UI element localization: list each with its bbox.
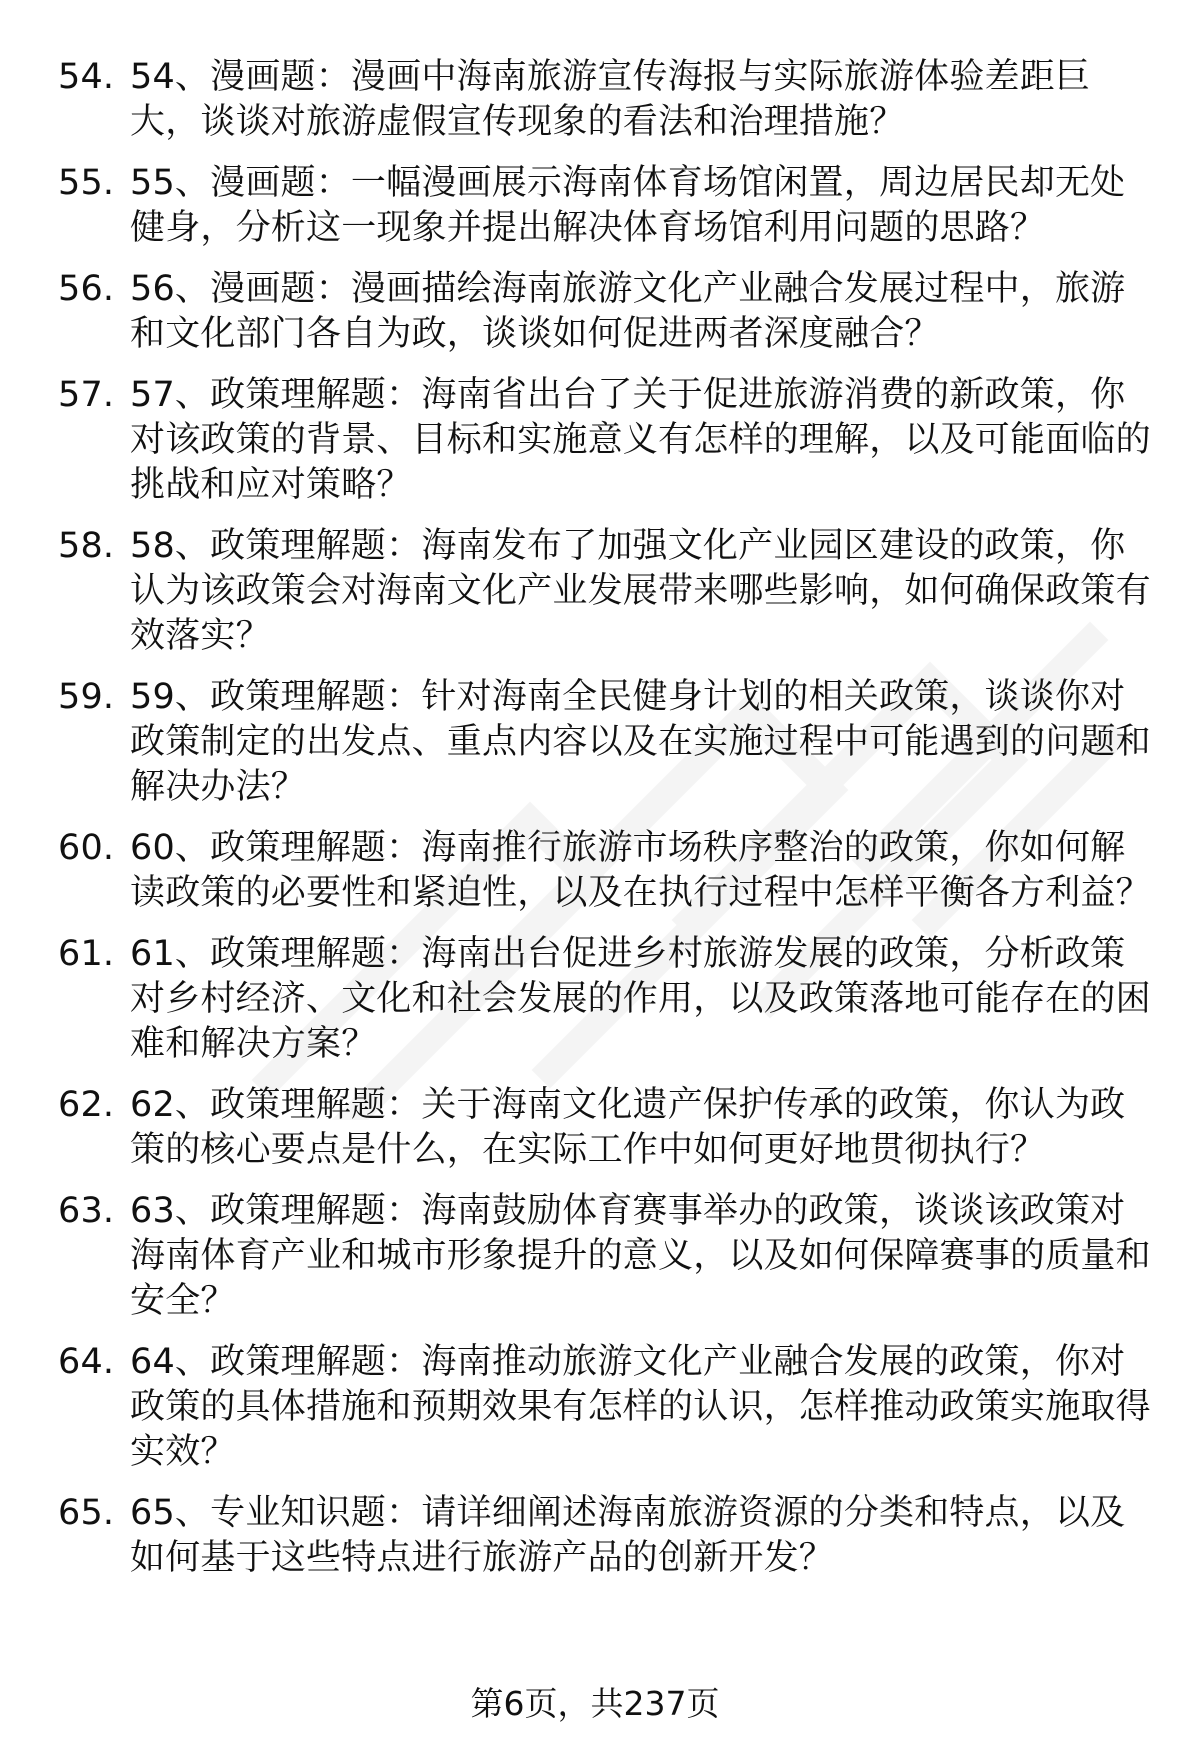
- question-text: 59、政策理解题：针对海南全民健身计划的相关政策，谈谈你对政策制定的出发点、重点内容以及在实施过程中可能遇到的问题和解决办法？: [130, 677, 1151, 807]
- question-item: [58, 675, 1158, 810]
- question-number: 63.: [58, 1191, 115, 1231]
- question-number: 58.: [58, 526, 115, 566]
- question-number: 64.: [58, 1342, 115, 1382]
- question-item: [58, 524, 1158, 659]
- question-number: 57.: [58, 375, 115, 415]
- question-number: 61.: [58, 934, 115, 974]
- question-text: 60、政策理解题：海南推行旅游市场秩序整治的政策，你如何解读政策的必要性和紧迫性，以及在执行过程中怎样平衡各方利益？: [130, 828, 1151, 913]
- question-text: 57、政策理解题：海南省出台了关于促进旅游消费的新政策，你对该政策的背景、目标和实施意义有怎样的理解，以及可能面临的挑战和应对策略？: [130, 375, 1151, 505]
- question-item: [58, 161, 1158, 251]
- question-item: [58, 267, 1158, 357]
- question-item: [58, 826, 1158, 916]
- page-number-footer: 第6页，共237页: [470, 1684, 720, 1723]
- question-text: 55、漫画题：一幅漫画展示海南体育场馆闲置，周边居民却无处健身，分析这一现象并提出解决体育场馆利用问题的思路？: [130, 163, 1126, 248]
- question-text: 58、政策理解题：海南发布了加强文化产业园区建设的政策，你认为该政策会对海南文化产业发展带来哪些影响，如何确保政策有效落实？: [130, 526, 1151, 656]
- question-list: [58, 55, 1158, 1597]
- question-text: 64、政策理解题：海南推动旅游文化产业融合发展的政策，你对政策的具体措施和预期效果有怎样的认识，怎样推动政策实施取得实效？: [130, 1342, 1151, 1472]
- question-number: 54.: [58, 57, 115, 97]
- question-text: 63、政策理解题：海南鼓励体育赛事举办的政策，谈谈该政策对海南体育产业和城市形象提升的意义，以及如何保障赛事的质量和安全？: [130, 1191, 1151, 1321]
- question-text: 65、专业知识题：请详细阐述海南旅游资源的分类和特点，以及如何基于这些特点进行旅游产品的创新开发？: [130, 1493, 1126, 1578]
- question-item: [58, 1083, 1158, 1173]
- question-item: [58, 55, 1158, 145]
- question-text: 54、漫画题：漫画中海南旅游宣传海报与实际旅游体验差距巨大，谈谈对旅游虚假宣传现象的看法和治理措施？: [130, 57, 1091, 142]
- question-number: 56.: [58, 269, 115, 309]
- question-text: 61、政策理解题：海南出台促进乡村旅游发展的政策，分析政策对乡村经济、文化和社会发展的作用，以及政策落地可能存在的困难和解决方案？: [130, 934, 1151, 1064]
- question-number: 60.: [58, 828, 115, 868]
- question-item: [58, 373, 1158, 508]
- question-item: [58, 1340, 1158, 1475]
- question-number: 55.: [58, 163, 115, 203]
- question-item: [58, 932, 1158, 1067]
- question-item: [58, 1491, 1158, 1581]
- question-number: 62.: [58, 1085, 115, 1125]
- question-number: 59.: [58, 677, 115, 717]
- question-item: [58, 1189, 1158, 1324]
- question-text: 62、政策理解题：关于海南文化遗产保护传承的政策，你认为政策的核心要点是什么，在实际工作中如何更好地贯彻执行？: [130, 1085, 1126, 1170]
- question-text: 56、漫画题：漫画描绘海南旅游文化产业融合发展过程中，旅游和文化部门各自为政，谈谈如何促进两者深度融合？: [130, 269, 1126, 354]
- question-number: 65.: [58, 1493, 115, 1533]
